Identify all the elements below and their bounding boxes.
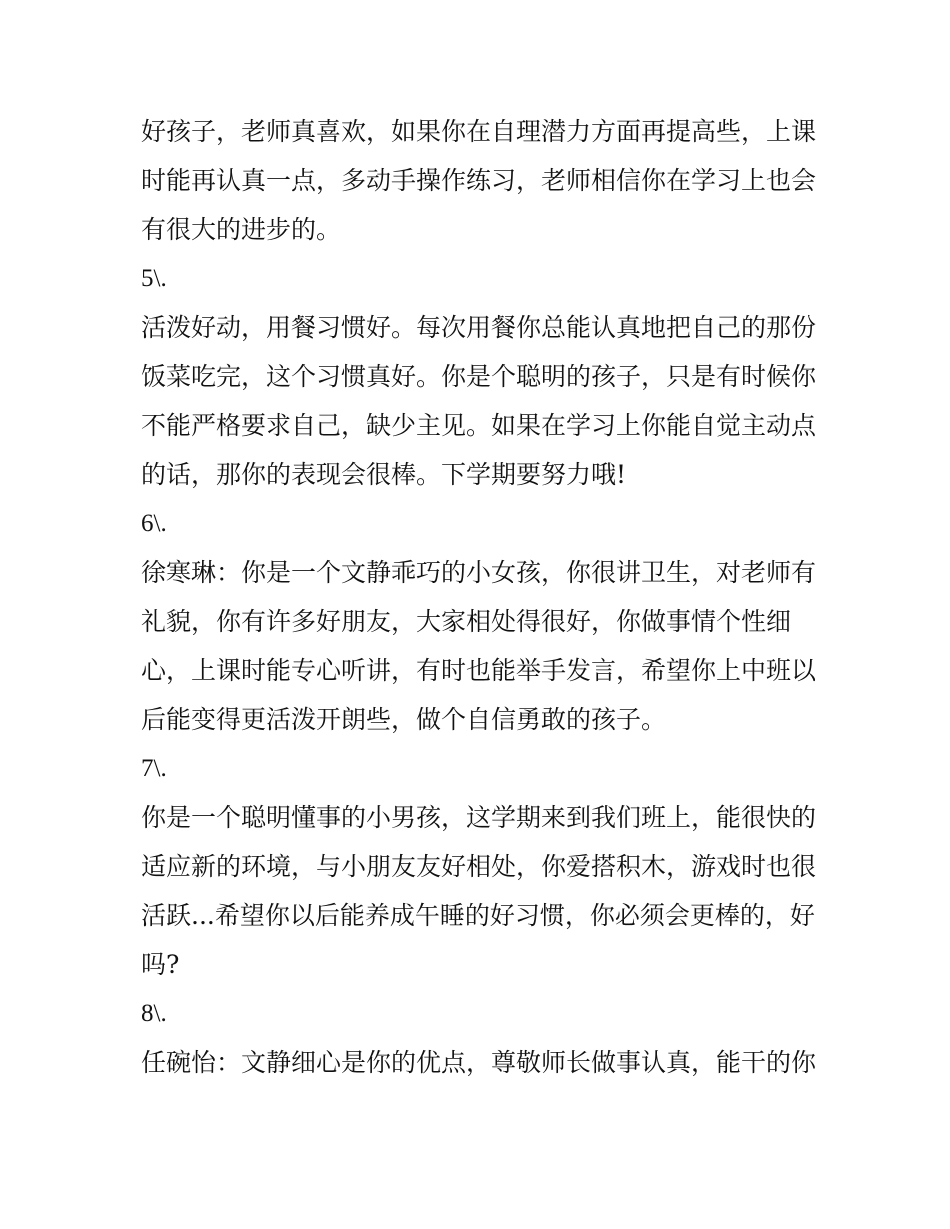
text-line: 活跃...希望你以后能养成午睡的好习惯，你必须会更棒的，好	[141, 901, 815, 930]
text-line: 心，上课时能专心听讲，有时也能举手发言，希望你上中班以	[141, 656, 817, 685]
comment-paragraph	[141, 303, 821, 499]
text-line: 活泼好动，用餐习惯好。每次用餐你总能认真地把自己的那份	[141, 313, 817, 342]
item-number: 7\.	[141, 755, 167, 782]
text-line: 你是一个聪明懂事的小男孩，这学期来到我们班上，能很快的	[141, 803, 817, 832]
item-number: 5\.	[141, 265, 167, 292]
comment-paragraph	[141, 548, 821, 744]
comment-paragraph	[141, 107, 821, 254]
text-line: 时能再认真一点，多动手操作练习，老师相信你在学习上也会	[141, 166, 817, 195]
text-line: 的话，那你的表现会很棒。下学期要努力哦!	[141, 460, 627, 489]
text-line: 徐寒琳：你是一个文静乖巧的小女孩，你很讲卫生，对老师有	[141, 558, 817, 587]
text-line: 任碗怡：文静细心是你的优点，尊敬师长做事认真，能干的你	[141, 1048, 817, 1077]
text-line: 有很大的进步的。	[141, 215, 342, 244]
text-line: 礼貌，你有许多好朋友，大家相处得很好，你做事情个性细	[141, 607, 792, 636]
text-line: 好孩子，老师真喜欢，如果你在自理潜力方面再提高些，上课	[141, 117, 817, 146]
text-line: 不能严格要求自己，缺少主见。如果在学习上你能自觉主动点	[141, 411, 817, 440]
comment-paragraph	[141, 793, 821, 989]
text-line: 饭菜吃完，这个习惯真好。你是个聪明的孩子，只是有时候你	[141, 362, 817, 391]
text-line: 吗?	[141, 950, 180, 979]
document-body	[141, 107, 821, 1087]
item-number: 8\.	[141, 1000, 167, 1027]
item-number: 6\.	[141, 510, 167, 537]
text-line: 适应新的环境，与小朋友友好相处，你爱搭积木，游戏时也很	[141, 852, 817, 881]
text-line: 后能变得更活泼开朗些，做个自信勇敢的孩子。	[141, 705, 667, 734]
comment-paragraph	[141, 1038, 821, 1087]
